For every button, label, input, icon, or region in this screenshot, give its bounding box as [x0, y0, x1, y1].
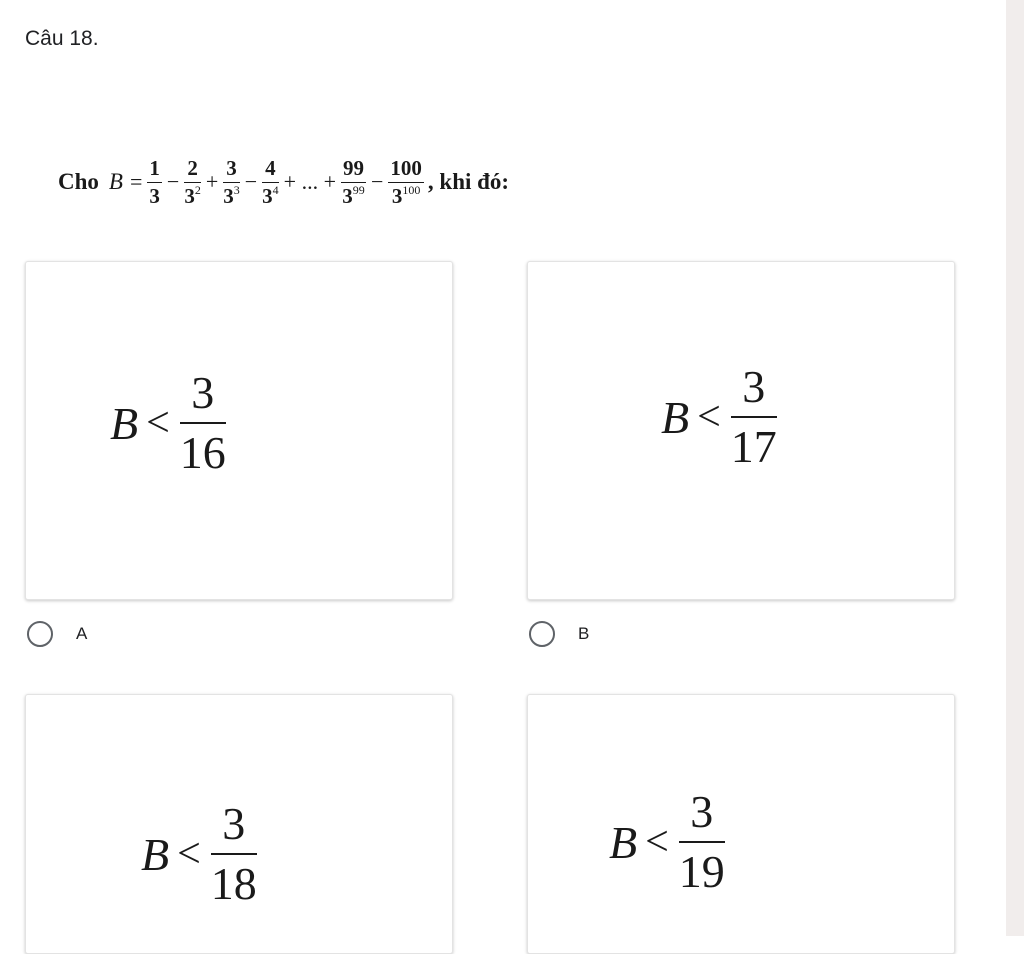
- option-card-d[interactable]: [527, 694, 955, 954]
- stem-sign: −: [244, 169, 258, 194]
- stem-fraction-99: 99 $3^{99}$: [342, 155, 365, 208]
- stem-variable: B: [108, 169, 123, 194]
- option-label: B: [578, 624, 590, 643]
- option-expression: B < 3 16: [110, 367, 226, 478]
- stem-sign: +: [205, 169, 219, 194]
- radio-circle-icon[interactable]: [529, 621, 555, 647]
- stem-suffix: , khi đó:: [427, 169, 510, 194]
- stem-fraction-4: 4 $3^4$: [262, 155, 279, 208]
- option-fraction: 3 16: [179, 367, 226, 478]
- question-title: Câu 18.: [25, 27, 99, 50]
- stem-sign: −: [370, 169, 384, 194]
- option-fraction: 3 18: [210, 798, 257, 909]
- question-stem: [58, 142, 509, 222]
- stem-ellipsis: + ... +: [283, 169, 336, 194]
- stem-equals: =: [129, 169, 143, 194]
- option-fraction: 3 19: [678, 786, 725, 897]
- stem-sign: −: [166, 169, 180, 194]
- stem-fraction-100: 100 $3^{100}$: [390, 155, 422, 208]
- option-label: A: [76, 624, 88, 643]
- stem-prefix: Cho: [58, 169, 99, 194]
- stem-fraction-2: 2 $3^2$: [184, 155, 201, 208]
- page-side-gutter: [1006, 0, 1024, 936]
- stem-fraction-1: 1 3: [149, 155, 160, 208]
- option-card-b[interactable]: [527, 261, 955, 600]
- option-radio-b[interactable]: [529, 621, 589, 647]
- stem-fraction-3: 3 $3^3$: [223, 155, 240, 208]
- option-fraction: 3 17: [730, 361, 777, 472]
- option-card-a[interactable]: [25, 261, 453, 600]
- option-card-c[interactable]: [25, 694, 453, 954]
- option-expression: B < 3 18: [141, 798, 257, 909]
- option-expression: B < 3 17: [661, 361, 777, 472]
- option-expression: B < 3 19: [609, 786, 725, 897]
- option-radio-a[interactable]: [27, 621, 87, 647]
- radio-circle-icon[interactable]: [27, 621, 53, 647]
